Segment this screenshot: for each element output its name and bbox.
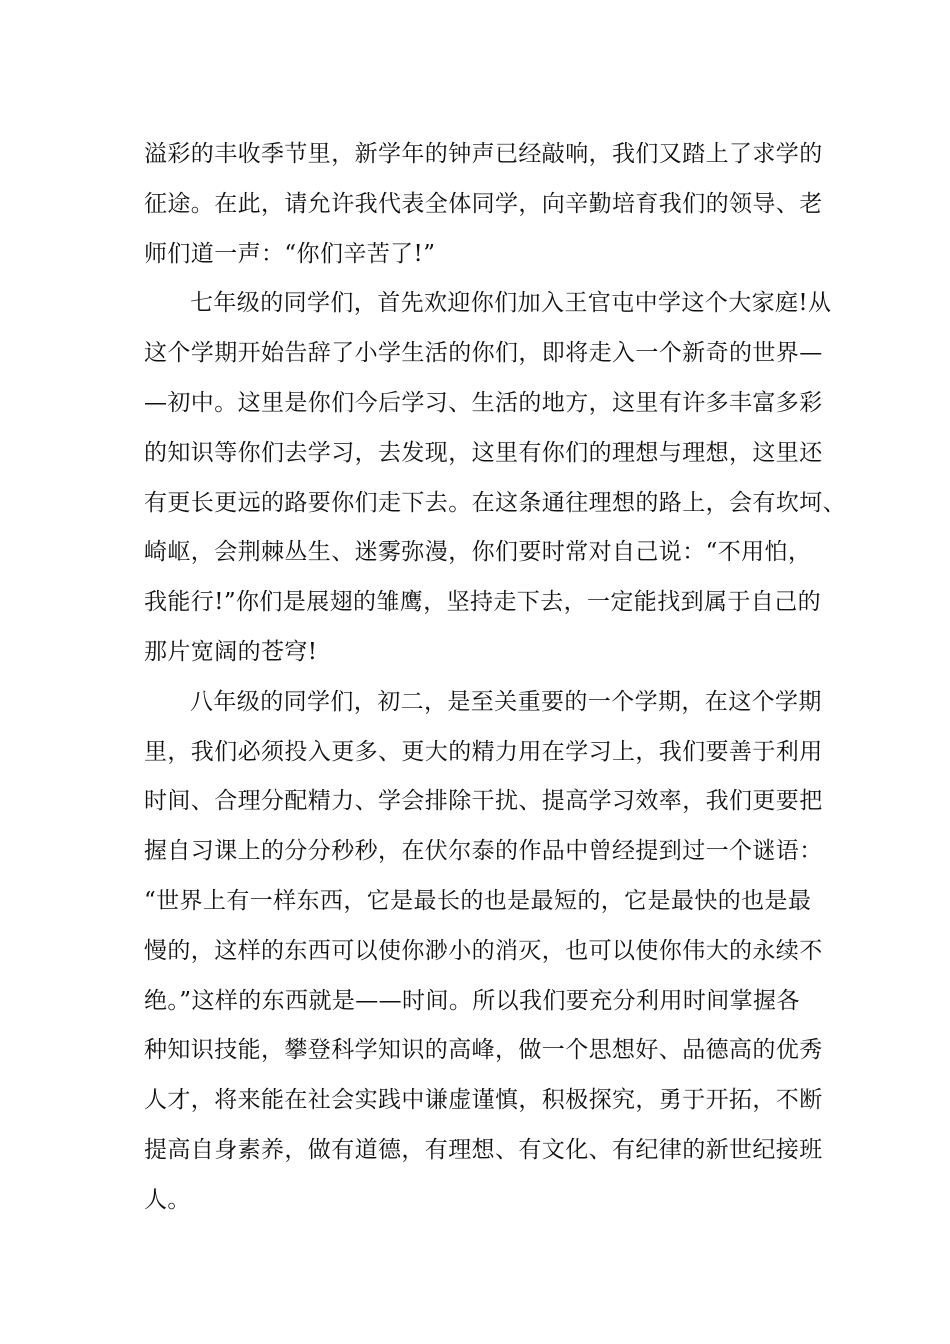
text-line: 慢的，这样的东西可以使你渺小的消灭，也可以使你伟大的永续不: [144, 937, 823, 964]
paragraph-start-line: 七年级的同学们，首先欢迎你们加入王官屯中学这个大家庭!从: [190, 290, 832, 317]
text-line: 的知识等你们去学习，去发现，这里有你们的理想与理想，这里还: [144, 439, 823, 466]
text-line: 时间、合理分配精力、学会排除干扰、提高学习效率，我们更要把: [144, 788, 823, 815]
text-line: “世界上有一样东西，它是最长的也是最短的，它是最快的也是最: [144, 887, 812, 914]
text-line: 人。: [144, 1186, 191, 1213]
text-line: 师们道一声：“你们辛苦了!”: [144, 240, 436, 267]
paragraph-start-line: 八年级的同学们，初二，是至关重要的一个学期，在这个学期: [190, 688, 822, 715]
text-line: 里，我们必须投入更多、更大的精力用在学习上，我们要善于利用: [144, 738, 823, 765]
text-line: 溢彩的丰收季节里，新学年的钟声已经敲响，我们又踏上了求学的: [144, 141, 823, 167]
text-line: 人才，将来能在社会实践中谦虚谨慎，积极探究，勇于开拓，不断: [144, 1087, 823, 1114]
text-line: 征途。在此，请允许我代表全体同学，向辛勤培育我们的领导、老: [144, 190, 823, 217]
text-line: 那片宽阔的苍穹!: [144, 638, 318, 665]
text-line: 种知识技能，攀登科学知识的高峰，做一个思想好、品德高的优秀: [144, 1037, 823, 1064]
text-line: 我能行!”你们是展翅的雏鹰，坚持走下去，一定能找到属于自己的: [144, 589, 822, 616]
text-line: 有更长更远的路要你们走下去。在这条通往理想的路上，会有坎坷、: [144, 489, 846, 516]
speech-text: [144, 130, 846, 1226]
text-line: 绝。”这样的东西就是——时间。所以我们要充分利用时间掌握各: [144, 987, 800, 1014]
text-line: 提高自身素养，做有道德，有理想、有文化、有纪律的新世纪接班: [144, 1136, 823, 1163]
text-line: —初中。这里是你们今后学习、生活的地方，这里有许多丰富多彩: [144, 389, 823, 416]
text-line: 这个学期开始告辞了小学生活的你们，即将走入一个新奇的世界—: [144, 340, 823, 367]
text-line: 崎岖，会荆棘丛生、迷雾弥漫，你们要时常对自己说：“不用怕，: [144, 539, 812, 566]
text-line: 握自习课上的分分秒秒，在伏尔泰的作品中曾经提到过一个谜语：: [144, 838, 823, 865]
